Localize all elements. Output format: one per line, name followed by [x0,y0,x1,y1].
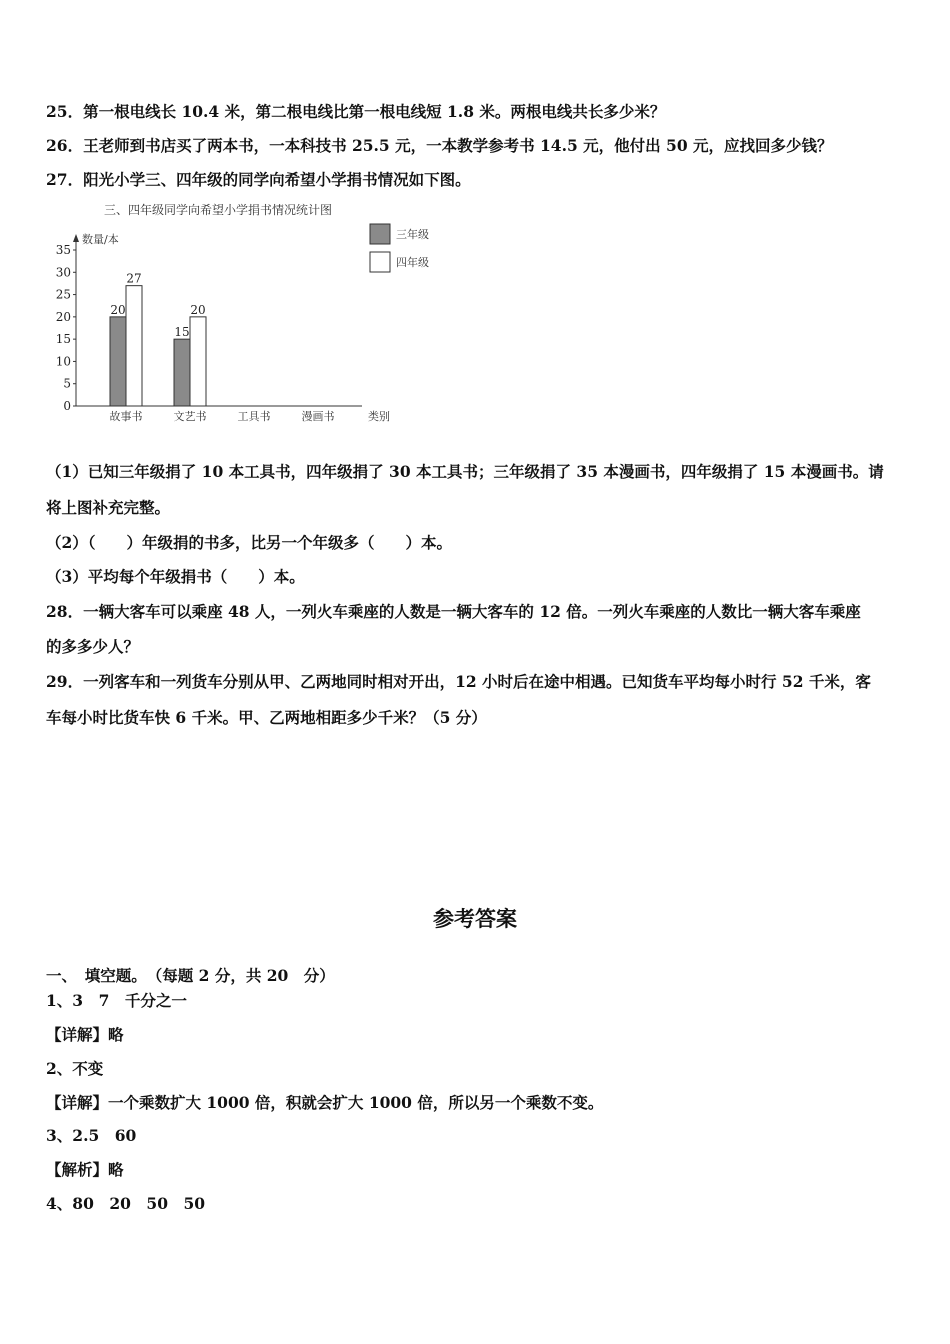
question-29-line1: 29．一列客车和一列货车分别从甲、乙两地同时相对开出，12 小时后在途中相遇。已知货车平均每小时行 52 千米，客 [46,672,871,691]
x-tick-label: 漫画书 [301,410,335,423]
bar-value-label: 20 [190,302,206,317]
question-27-part1-line2: 将上图补充完整。 [46,498,171,517]
y-tick-label: 5 [63,376,71,391]
legend-label: 三年级 [396,228,429,241]
bar-value-label: 20 [110,302,126,317]
answer-title: 参考答案 [433,907,517,931]
legend-swatch [370,252,390,272]
bar [126,286,142,406]
answer-section-heading: 一、 填空题。 （每题 2 分，共 20 分） [46,966,335,985]
x-tick-label: 工具书 [237,410,271,423]
answer-item: 3、2.5 60 [46,1126,137,1145]
bar [110,317,126,406]
y-tick-label: 10 [55,354,71,369]
y-tick-label: 20 [55,309,71,324]
bar-value-label: 15 [174,325,190,340]
answer-item: 2、不变 [46,1059,104,1078]
chart-title: 三、四年级同学向希望小学捐书情况统计图 [104,203,333,217]
answer-item: 【解析】略 [46,1160,124,1179]
answer-item: 1、3 7 千分之一 [46,991,187,1010]
question-27-part1-line1: （1）已知三年级捐了 10 本工具书，四年级捐了 30 本工具书；三年级捐了 35 本漫画书，四年级捐了 15 本漫画书。请 [46,462,884,481]
y-tick-label: 35 [55,243,71,257]
chart-ylabel: 数量/本 [82,233,119,246]
question-26: 26．王老师到书店买了两本书，一本科技书 25.5 元，一本教学参考书 14.5 元，他付出 50 元，应找回多少钱？ [46,136,833,155]
bar [174,339,190,406]
x-tick-label: 文艺书 [173,410,207,423]
question-28-line1: 28．一辆大客车可以乘座 48 人，一列火车乘座的人数是一辆大客车的 12 倍。一列火车乘座的人数比一辆大客车乘座 [46,602,861,621]
question-28-line2: 的多多少人？ [46,637,140,656]
question-27-part3: （3）平均每个年级捐书（ ）本。 [46,567,305,586]
bar-chart [46,198,429,430]
question-29-line2: 车每小时比货车快 6 千米。甲、乙两地相距多少千米？（5 分） [46,708,487,727]
legend-label: 四年级 [396,256,429,269]
y-tick-label: 25 [55,287,71,302]
y-tick-label: 0 [63,399,71,413]
question-27: 27．阳光小学三、四年级的同学向希望小学捐书情况如下图。 [46,170,471,189]
answer-item: 【详解】一个乘数扩大 1000 倍，积就会扩大 1000 倍，所以另一个乘数不变。 [46,1093,604,1112]
answer-item: 【详解】略 [46,1025,124,1044]
bar [190,317,206,406]
chart-xlabel: 类别 [368,410,390,423]
y-tick-label: 15 [55,332,71,347]
y-tick-label: 30 [55,265,71,280]
y-axis-arrow [73,234,79,242]
question-25: 25．第一根电线长 10.4 米，第二根电线比第一根电线短 1.8 米。两根电线共长多少米？ [46,102,666,121]
legend-swatch [370,224,390,244]
x-tick-label: 故事书 [109,410,143,423]
bar-value-label: 27 [126,271,142,286]
question-27-part2: （2）（ ）年级捐的书多，比另一个年级多（ ）本。 [46,533,453,552]
answer-item: 4、80 20 50 50 [46,1194,206,1213]
